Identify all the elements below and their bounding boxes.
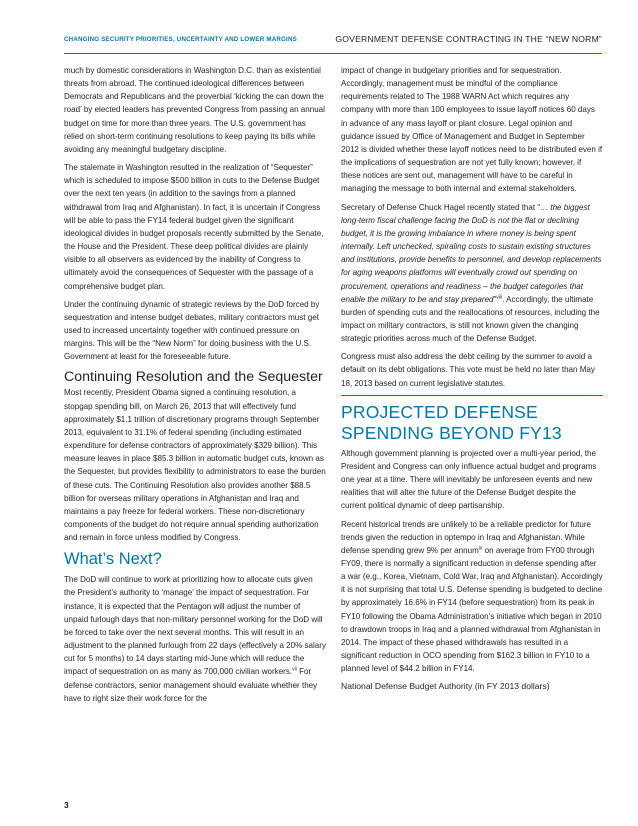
header-rule <box>64 53 602 54</box>
paragraph: Under the continuing dynamic of strategic reviews by the DoD forced by sequestration and intense budget debates, military contractors must get used to increased uncertainty together with continued pressure on margins. This will be the “New Norm” for doing business with the U.S. Government at least for the foreseeable future. <box>64 299 320 362</box>
paragraph-hagel-quote: Secretary of Defense Chuck Hagel recently stated that “… the biggest long-term fiscal challenge facing the DoD is not the flat or declining budget, it is the growing imbalance in where money is being spent internally. Left unchecked, spiraling costs to sustain existing structures and institutions, provide benefits to personnel, and develop replacements for aging weapons platforms will eventually crowd out spending on procurement, operations and readiness – the budget categories that enable the military to be and stay prepared”$^{viii}$. Accordingly, the ultimate burden of spending cuts and the reallocations of resources, including the impact on military contractors, is still not known given the changing strategic priorities across much of the Defense Budget. <box>341 202 602 344</box>
heading-projected-defense-spending: PROJECTED DEFENSE SPENDING BEYOND FY13 <box>341 401 562 443</box>
paragraph: The DoD will continue to work at prioritizing how to allocate cuts given the President’s authority to ‘manage’ the impact of sequestration. For instance, it is expected that the Pentagon will adjust the number of unpaid furlough days that non-military personnel working for the DoD will be forced to take over the next several months. This will result in an adjustment to the planned furlough from 22 days (effectively a 20% salary cut for 5 months) to 14 days starting mid-June which will reduce the impact of sequestration on as many as 700,000 civilian workers.$^{vii}$ For defense contractors, senior management should evaluate whether they have to right size their work force for the <box>64 575 326 703</box>
paragraph: Most recently, President Obama signed a continuing resolution, a stopgap spending bill, on March 26, 2013 that will effectively fund approximately $1.1 trillion of discretionary programs through September 2013, equivalent to 31.1% of federal spending (including estimated expenditure for defense contractors of approximately $329 billion). This measure leaves in place $85.3 billion in automatic budget cuts, known as the Sequester, but provides flexibility to administrators to ease the burden of these cuts. The Continuing Resolution also provides another $88.5 billion for overseas military operations in Afghanistan and Iraq and maintains a pay freeze for federal workers. These non-discretionary components of the budget do not require annual spending authorization and remain in force unless modified by Congress. <box>64 388 326 543</box>
page-number: 3 <box>64 800 69 810</box>
endnote-ref: ix <box>478 545 483 552</box>
paragraph: much by domestic considerations in Washington D.C. than as existential threats from abroad. The continued ideological differences between Democrats and Republicans and the proverbial ‘kicking the can down the road’ by elected leaders has prevented Congress from passing an annual budget on time for more than three years. The U.S. government has relied on short-term continuing resolutions to keep paying its bills while avoiding any meaningful budgetary discipline. <box>64 66 325 154</box>
quote: … the biggest long-term fiscal challenge facing the DoD is not the flat or declining budget, it is the growing imbalance in where money is being spent internally. Left unchecked, spiraling costs to sustain existing structures and institutions, provide benefits to personnel, and develop replacements for aging weapons platforms will eventually crowd out spending on procurement, operations and readiness – the budget categories that enable the military to be and stay prepared <box>341 202 602 304</box>
right-column <box>341 64 603 699</box>
header-section-title: CHANGING SECURITY PRIORITIES, UNCERTAINTY AND LOWER MARGINS <box>64 36 297 43</box>
heading-whats-next: What’s Next? <box>64 550 162 569</box>
paragraph: Recent historical trends are unlikely to be a reliable predictor for future trends given the reduction in optempo in Iraq and Afghanistan. While defense spending grew 9% per annum$^{ix}$ on average from FY00 through FY09, there is normally a significant reduction in defense spending after a war (e.g., Korea, Vietnam, Cold War, Iraq and Afghanistan). Accordingly it is not surprising that total U.S. Defense spending is budgeted to decline by approximately 16.6% in FY14 (before sequestration) from its peak in FY10 following the Obama Administration’s initiative which began in 2010 to drawdown troops in Iraq and a planned withdrawal from Afghanistan in 2014. The impact of these phased withdrawals has resulted in a significant reduction in OCO spending from $162.3 billion in FY10 to a planned level of $44.2 billion in FY14. <box>341 519 603 674</box>
heading-continuing-resolution: Continuing Resolution and the Sequester <box>64 369 323 386</box>
paragraph: Congress must also address the debt ceiling by the summer to avoid a default on its debt obligations. This vote must be held no later than May 18, 2013 based on current legislative statutes. <box>341 352 595 388</box>
endnote-ref: vii <box>292 666 297 673</box>
paragraph: The stalemate in Washington resulted in the realization of “Sequester” which is scheduled to impose $500 billion in cuts to the Defense Budget over the next ten years (in addition to the savings from a planned withdrawal from Iraq and Afghanistan). In fact, it is uncertain if Congress will be able to pass the FY14 federal budget given the significant ideological divides in budget proposals recently submitted by the Senate, the House and the President. These deep political divides are plainly visible to all observers as evidenced by the inability of Congress to ultimately avoid the consequences of Sequester with the passage of a comprehensive budget plan. <box>64 163 324 291</box>
page-header <box>64 33 602 49</box>
paragraph: Although government planning is projected over a multi-year period, the President and Congress can only influence actual budget and programs one year at a time. There will inevitably be unforeseen events and new realities that will alter the future of the Defense Budget despite the current political dynamic of deep partisanship. <box>341 448 597 511</box>
header-document-title: GOVERNMENT DEFENSE CONTRACTING IN THE “NEW NORM” <box>335 34 602 44</box>
section-rule <box>341 395 603 396</box>
paragraph: impact of change in budgetary priorities and for sequestration. Accordingly, management must be mindful of the compliance requirements related to The 1988 WARN Act which requires any company with more than 100 employees to issue layoff notices 60 days in advance of any mass layoff or plant closure. Legal opinion and guidance issued by Office of Management and Budget in September 2012 is divided whether these layoff notices need to be distributed even if the implications of sequestration are not yet fully known; however, if these notices are sent out, management will have to be careful in managing the message to both internal and external stakeholders. <box>341 66 603 194</box>
endnote-ref: viii <box>496 293 503 300</box>
left-column <box>64 64 326 710</box>
figure-caption: National Defense Budget Authority (in FY 2013 dollars) <box>341 681 550 692</box>
